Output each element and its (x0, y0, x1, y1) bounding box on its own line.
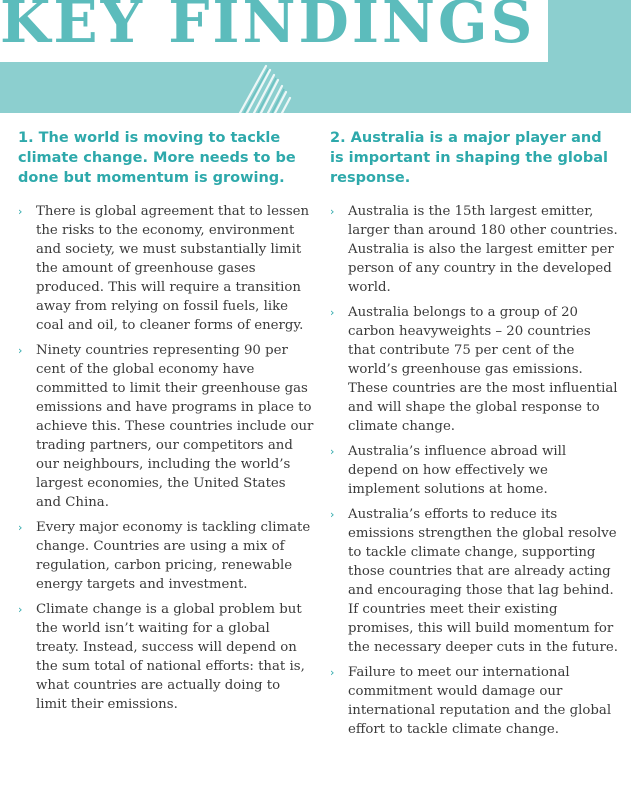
chevron-right-icon: › (18, 205, 23, 218)
decorative-stripes-icon (236, 62, 296, 113)
list-item: › Australia is the 15th largest emitter, larger than around 180 other countries. Australia is also the largest emitter per person of any country in the developed world. (330, 204, 618, 295)
chevron-right-icon: › (330, 508, 335, 521)
chevron-right-icon: › (18, 603, 23, 616)
chevron-right-icon: › (330, 666, 335, 679)
left-column (18, 128, 314, 720)
list-item: › Ninety countries representing 90 per cent of the global economy have committed to limit their greenhouse gas emissions and have programs in place to achieve this. These countries include our trading partners, our competitors and our neighbours, including the world’s largest economies, the United States and China. (18, 343, 314, 510)
list-item: › There is global agreement that to lessen the risks to the economy, environment and society, we must substantially limit the amount of greenhouse gases produced. This will require a transition away from relying on fossil fuels, like coal and oil, to cleaner forms of energy. (18, 204, 310, 333)
title-box (0, 0, 548, 62)
chevron-right-icon: › (330, 306, 335, 319)
right-heading: 2. Australia is a major player and is important in shaping the global response. (330, 130, 608, 186)
list-item: › Australia’s efforts to reduce its emissions strengthen the global resolve to tackle climate change, supporting those countries that are already acting and encouraging those that lag behind. If countries meet their existing promises, this will build momentum for the necessary deeper cuts in the future. (330, 507, 618, 655)
list-item: › Australia belongs to a group of 20 carbon heavyweights – 20 countries that contribute 75 per cent of the world’s greenhouse gas emissions. These countries are the most influential and will shape the global response to climate change. (330, 305, 618, 434)
list-item: › Climate change is a global problem but the world isn’t waiting for a global treaty. Instead, success will depend on the sum total of national efforts: that is, what countries are actually doing to limit their emissions. (18, 602, 305, 712)
page-title: KEY FINDINGS (0, 0, 536, 56)
list-item: › Every major economy is tackling climate change. Countries are using a mix of regulation, carbon pricing, renewable energy targets and investment. (18, 520, 311, 592)
list-item: › Failure to meet our international commitment would damage our international reputation and the global effort to tackle climate change. (330, 665, 612, 737)
chevron-right-icon: › (18, 344, 23, 357)
list-item: › Australia’s influence abroad will depend on how effectively we implement solutions at home. (330, 444, 567, 497)
left-list (18, 202, 314, 714)
left-heading: 1. The world is moving to tackle climate change. More needs to be done but momentum is growing. (18, 130, 296, 186)
chevron-right-icon: › (18, 521, 23, 534)
chevron-right-icon: › (330, 205, 335, 218)
right-list (330, 202, 620, 739)
chevron-right-icon: › (330, 445, 335, 458)
right-column (330, 128, 620, 745)
